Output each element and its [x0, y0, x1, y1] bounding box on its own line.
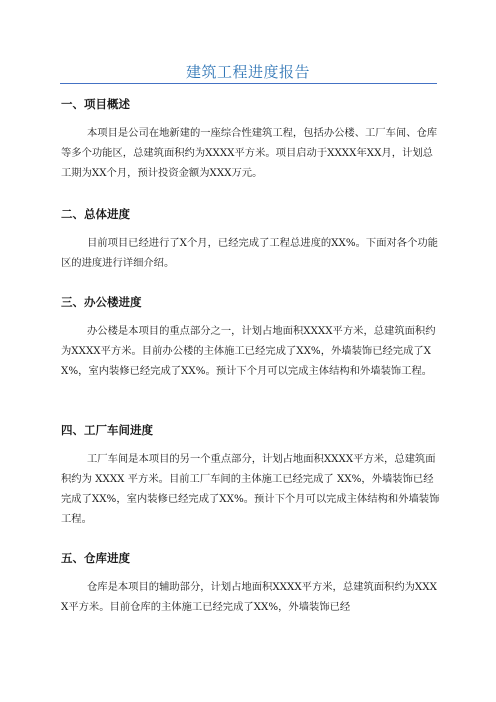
section-overall-progress [61, 206, 441, 273]
section-factory-workshop [61, 422, 441, 529]
section-heading: 一、项目概述 [61, 97, 130, 111]
section-office-building [61, 294, 441, 381]
section-warehouse [61, 550, 441, 617]
document-title: 建筑工程进度报告 [185, 63, 310, 81]
title-underline [60, 83, 437, 84]
section-paragraph: 办公楼是本项目的重点部分之一，计划占地面积XXXX平方米，总建筑面积约为XXXX平方米。目前办公楼的主体施工已经完成了XX%，外墙装饰已经完成了XX%，室内装修已经完成了XX%。预计下个月可以完成主体结构和外墙装饰工程。 [61, 325, 436, 377]
section-paragraph: 仓库是本项目的辅助部分，计划占地面积XXXX平方米，总建筑面积约为XXXX平方米。目前仓库的主体施工已经完成了XX%，外墙装饰已经 [61, 581, 437, 613]
section-heading: 四、工厂车间进度 [61, 423, 153, 437]
section-paragraph: 工厂车间是本项目的另一个重点部分，计划占地面积XXXX平方米，总建筑面积约为 XXXX 平方米。目前工厂车间的主体施工已经完成了 XX%，外墙装饰已经完成了XX%，室内装修已经完成了XX%。预计下个月可以完成主体结构和外墙装饰工程。 [61, 453, 440, 525]
section-heading: 二、总体进度 [61, 207, 130, 221]
section-heading: 五、仓库进度 [61, 551, 130, 565]
section-paragraph: 本项目是公司在地新建的一座综合性建筑工程，包括办公楼、工厂车间、仓库等多个功能区，总建筑面积约为XXXX平方米。项目启动于XXXX年XX月，计划总工期为XX个月，预计投资金额为XXX万元。 [61, 127, 438, 179]
section-paragraph: 目前项目已经进行了X个月，已经完成了工程总进度的XX%。下面对各个功能区的进度进行详细介绍。 [61, 237, 438, 269]
section-heading: 三、办公楼进度 [61, 295, 142, 309]
section-project-overview [61, 96, 441, 183]
